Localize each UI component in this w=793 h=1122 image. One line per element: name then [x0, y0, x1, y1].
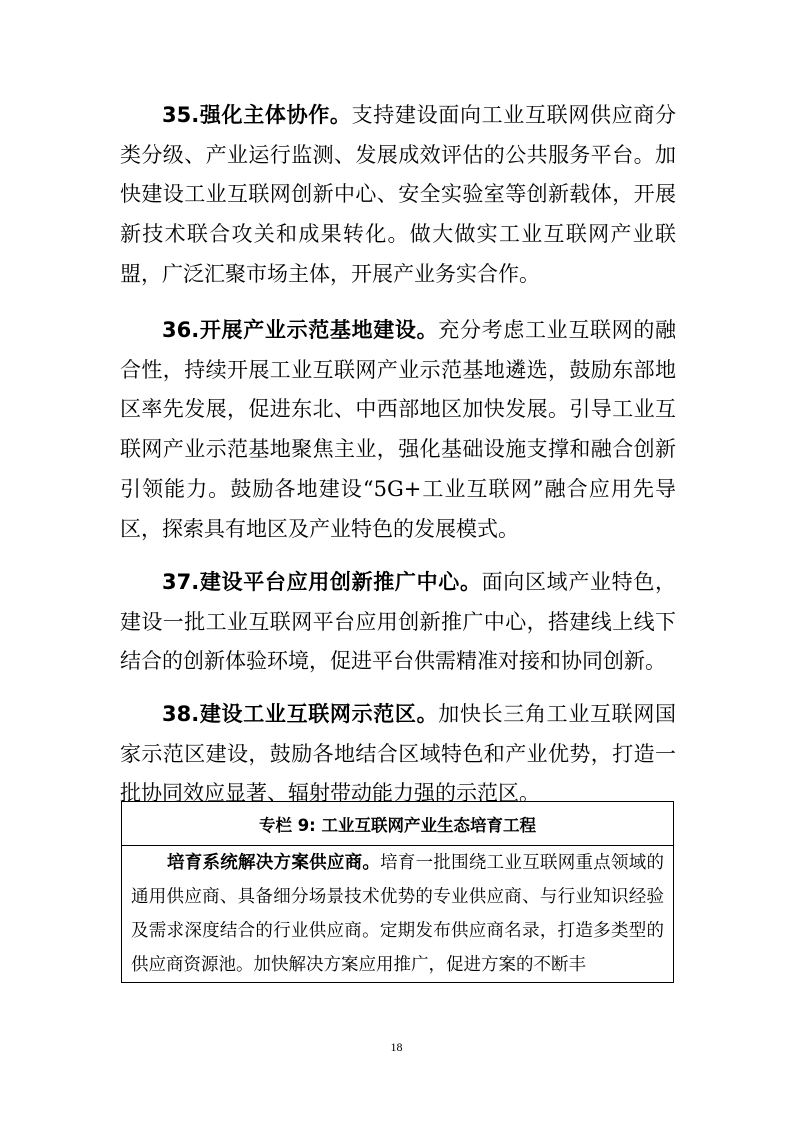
paragraph-text: 加快长三角工业互联网国家示范区建设，鼓励各地结合区域特色和产业优势，打造一批协同效应显著、辐射带动能力强的示范区。 — [120, 702, 677, 806]
column-box-title: 专栏 9: 工业互联网产业生态培育工程 — [122, 802, 673, 846]
paragraph-heading: 35.强化主体协作。 — [162, 103, 352, 127]
paragraph-heading: 37.建设平台应用创新推广中心。 — [162, 570, 482, 594]
column-box-text: 培育一批围绕工业互联网重点领域的通用供应商、具备细分场景技术优势的专业供应商、与行业知识经验及需求深度结合的行业供应商。定期发布供应商名录，打造多类型的供应商资源池。加快解决方案应用推广，促进方案的不断丰 — [131, 853, 665, 975]
paragraph-heading: 38.建设工业互联网示范区。 — [162, 702, 439, 726]
paragraph-text: 面向区域产业特色，建设一批工业互联网平台应用创新推广中心，搭建线上线下结合的创新体验环境，促进平台供需精准对接和协同创新。 — [120, 570, 677, 674]
paragraph-35 — [120, 96, 676, 295]
paragraph-text: 支持建设面向工业互联网供应商分类分级、产业运行监测、发展成效评估的公共服务平台。加快建设工业互联网创新中心、安全实验室等创新载体，开展新技术联合攻关和成果转化。做大做实工业互联网产业联盟，广泛汇聚市场主体，开展产业务实合作。 — [120, 103, 677, 286]
page-number: 18 — [390, 1040, 403, 1054]
paragraph-heading: 36.开展产业示范基地建设。 — [162, 318, 439, 342]
column-box — [121, 801, 674, 983]
column-box-body — [122, 846, 673, 982]
paragraph-38 — [120, 695, 676, 814]
column-box-heading: 培育系统解决方案供应商。 — [167, 853, 381, 873]
paragraph-37 — [120, 563, 676, 682]
paragraph-text: 充分考虑工业互联网的融合性，持续开展工业互联网产业示范基地遴选，鼓励东部地区率先发展，促进东北、中西部地区加快发展。引导工业互联网产业示范基地聚焦主业，强化基础设施支撑和融合创新引领能力。鼓励各地建设“5G+工业互联网”融合应用先导区，探索具有地区及产业特色的发展模式。 — [120, 318, 677, 541]
paragraph-36 — [120, 311, 676, 549]
